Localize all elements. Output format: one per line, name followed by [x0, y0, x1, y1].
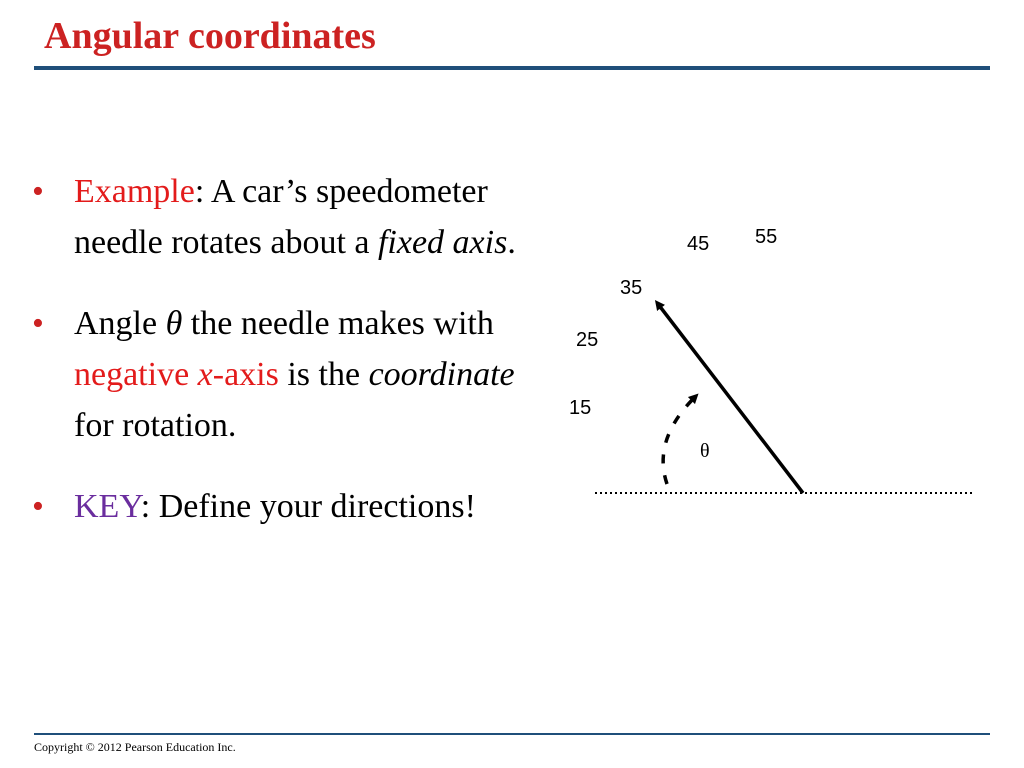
- speed-label-15: 15: [569, 397, 592, 419]
- negative-axis-highlight: negative: [74, 356, 198, 393]
- angle-theta-label: θ: [700, 440, 710, 462]
- bullet-text-mid2: is the: [278, 356, 369, 393]
- axis-highlight: -axis: [212, 356, 279, 393]
- bullet-marker: •: [32, 305, 44, 342]
- bullet-text: : A car’s speedometer needle rotates about a: [74, 173, 488, 261]
- slide-title: Angular coordinates: [44, 15, 376, 57]
- theta-symbol: θ: [165, 305, 183, 342]
- bullet-text-mid: the needle makes with: [182, 305, 494, 342]
- bullet-marker: •: [32, 173, 44, 210]
- bullet-marker: •: [32, 488, 44, 525]
- example-label: Example: [74, 173, 195, 210]
- key-label: KEY: [74, 488, 141, 525]
- speed-label-45: 45: [687, 233, 710, 255]
- speed-label-25: 25: [576, 329, 599, 351]
- x-variable: x: [197, 356, 213, 393]
- bullet-text: Angle: [74, 305, 166, 342]
- speed-label-55: 55: [755, 226, 778, 248]
- speedometer-needle: [658, 304, 803, 493]
- bullet-text-end: for rotation.: [74, 407, 237, 444]
- angle-arc-arrow: [663, 397, 695, 484]
- fixed-axis-emphasis: fixed axis: [377, 224, 508, 261]
- bullet-text-end: .: [507, 224, 516, 261]
- bullet-text: : Define your directions!: [140, 488, 476, 525]
- copyright-footer: Copyright © 2012 Pearson Education Inc.: [34, 740, 236, 754]
- speed-label-35: 35: [620, 277, 643, 299]
- coordinate-emphasis: coordinate: [368, 356, 515, 393]
- footer-divider: [34, 733, 990, 735]
